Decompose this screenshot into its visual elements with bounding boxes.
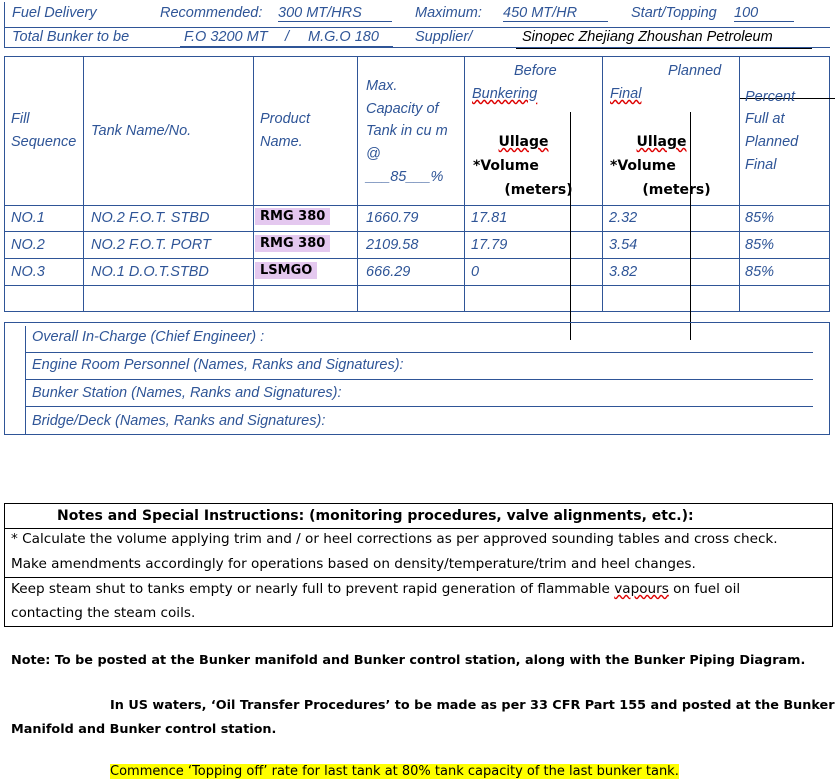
footer-note-topping bbox=[110, 764, 679, 779]
row1-final: 2.32 bbox=[609, 210, 638, 226]
col-percent85-label: ___85___% bbox=[366, 169, 444, 185]
row2-product: RMG 380 bbox=[255, 235, 330, 252]
row3-product: LSMGO bbox=[255, 262, 317, 279]
fo-value: F.O 3200 MT bbox=[184, 29, 268, 45]
col-tank-cum-label: Tank in cu m bbox=[366, 123, 448, 139]
notes-line3 bbox=[11, 581, 740, 597]
col-before-label: Before bbox=[514, 63, 557, 79]
footer-note-us-waters-1: In US waters, ‘Oil Transfer Procedures’ to be made as per 33 CFR Part 155 and posted at the Bunker bbox=[110, 698, 835, 713]
personnel-block bbox=[0, 320, 835, 440]
total-bunker-label: Total Bunker to be bbox=[12, 29, 130, 45]
row1-seq: NO.1 bbox=[11, 210, 45, 226]
row2-tank: NO.2 F.O.T. PORT bbox=[91, 237, 211, 253]
bridge-deck-label: Bridge/Deck (Names, Ranks and Signatures): bbox=[32, 413, 326, 429]
row3-final: 3.82 bbox=[609, 264, 638, 280]
row3-before: 0 bbox=[471, 264, 480, 280]
fuel-delivery-label: Fuel Delivery bbox=[12, 5, 97, 21]
supplier-value: Sinopec Zhejiang Zhoushan Petroleum bbox=[522, 29, 773, 45]
col-final-pct-label: Final bbox=[745, 157, 777, 173]
row1-percent: 85% bbox=[745, 210, 775, 226]
footer-note-posting: Note: To be posted at the Bunker manifold and Bunker control station, along with the Bunker Piping Diagram. bbox=[11, 653, 806, 668]
notes-line3-start: Keep steam shut to tanks empty or nearly full to prevent rapid generation of flammable bbox=[11, 581, 615, 597]
col-final-label: Final bbox=[610, 86, 642, 102]
before-ullage-header bbox=[466, 130, 581, 202]
before-meters-label: (meters) bbox=[504, 182, 573, 198]
engine-room-label: Engine Room Personnel (Names, Ranks and Signatures): bbox=[32, 357, 404, 373]
row2-before: 17.79 bbox=[471, 237, 508, 253]
slash-separator: / bbox=[285, 29, 290, 45]
bunker-station-label: Bunker Station (Names, Ranks and Signatures): bbox=[32, 385, 342, 401]
row3-tank: NO.1 D.O.T.STBD bbox=[91, 264, 209, 280]
col-product-label: Product bbox=[260, 111, 310, 127]
maximum-label: Maximum: bbox=[415, 5, 482, 21]
notes-line4: contacting the steam coils. bbox=[11, 605, 196, 621]
row2-final: 3.54 bbox=[609, 237, 638, 253]
row1-tank: NO.2 F.O.T. STBD bbox=[91, 210, 210, 226]
topping-off-highlight: Commence ‘Topping off’ rate for last tank at 80% tank capacity of the last bunker tank. bbox=[110, 764, 679, 779]
notes-title: Notes and Special Instructions: (monitoring procedures, valve alignments, etc.): bbox=[57, 508, 694, 524]
notes-line1: * Calculate the volume applying trim and / or heel corrections as per approved sounding tables and cross check. bbox=[11, 531, 778, 547]
col-fill-label: Fill bbox=[11, 111, 30, 127]
col-name-label: Name. bbox=[260, 134, 303, 150]
row1-product: RMG 380 bbox=[255, 208, 330, 225]
col-sequence-label: Sequence bbox=[11, 134, 77, 150]
bunker-plan-table bbox=[0, 0, 835, 320]
final-ullage-label: Ullage bbox=[636, 134, 687, 150]
notes-line2: Make amendments accordingly for operations based on density/temperature/trim and heel changes. bbox=[11, 556, 696, 572]
col-planned-label: Planned bbox=[668, 63, 722, 79]
final-volume-label: *Volume bbox=[610, 158, 676, 174]
recommended-label: Recommended: bbox=[160, 5, 263, 21]
col-tank-name-label: Tank Name/No. bbox=[91, 123, 192, 139]
overall-incharge-label: Overall In-Charge (Chief Engineer) : bbox=[32, 329, 265, 345]
notes-line3-vapours: vapours bbox=[614, 581, 669, 597]
col-planned-pct-label: Planned bbox=[745, 134, 799, 150]
row3-seq: NO.3 bbox=[11, 264, 45, 280]
row2-capacity: 2109.58 bbox=[366, 237, 419, 253]
col-at-label: @ bbox=[366, 146, 381, 162]
final-ullage-header bbox=[604, 130, 719, 202]
before-ullage-label: Ullage bbox=[498, 134, 549, 150]
row1-before: 17.81 bbox=[471, 210, 508, 226]
recommended-value: 300 MT/HRS bbox=[278, 5, 392, 22]
row1-capacity: 1660.79 bbox=[366, 210, 419, 226]
notes-block bbox=[4, 503, 833, 627]
footer-note-us-waters-2: Manifold and Bunker control station. bbox=[11, 722, 277, 737]
row3-percent: 85% bbox=[745, 264, 775, 280]
row3-capacity: 666.29 bbox=[366, 264, 411, 280]
final-meters-label: (meters) bbox=[642, 182, 711, 198]
maximum-value: 450 MT/HR bbox=[503, 5, 608, 22]
col-max-label: Max. bbox=[366, 78, 398, 94]
col-bunkering-label: Bunkering bbox=[472, 86, 538, 102]
col-capacity-label: Capacity of bbox=[366, 101, 439, 117]
mgo-value: M.G.O 180 bbox=[308, 29, 379, 45]
supplier-label: Supplier/ bbox=[415, 29, 473, 45]
before-volume-label: *Volume bbox=[473, 158, 539, 174]
start-topping-label: Start/Topping bbox=[631, 5, 717, 21]
col-percent-label: Percent bbox=[745, 89, 795, 105]
row2-seq: NO.2 bbox=[11, 237, 45, 253]
row2-percent: 85% bbox=[745, 237, 775, 253]
notes-line3-end: on fuel oil bbox=[668, 581, 741, 597]
col-full-at-label: Full at bbox=[745, 111, 785, 127]
start-topping-value: 100 bbox=[734, 5, 794, 22]
